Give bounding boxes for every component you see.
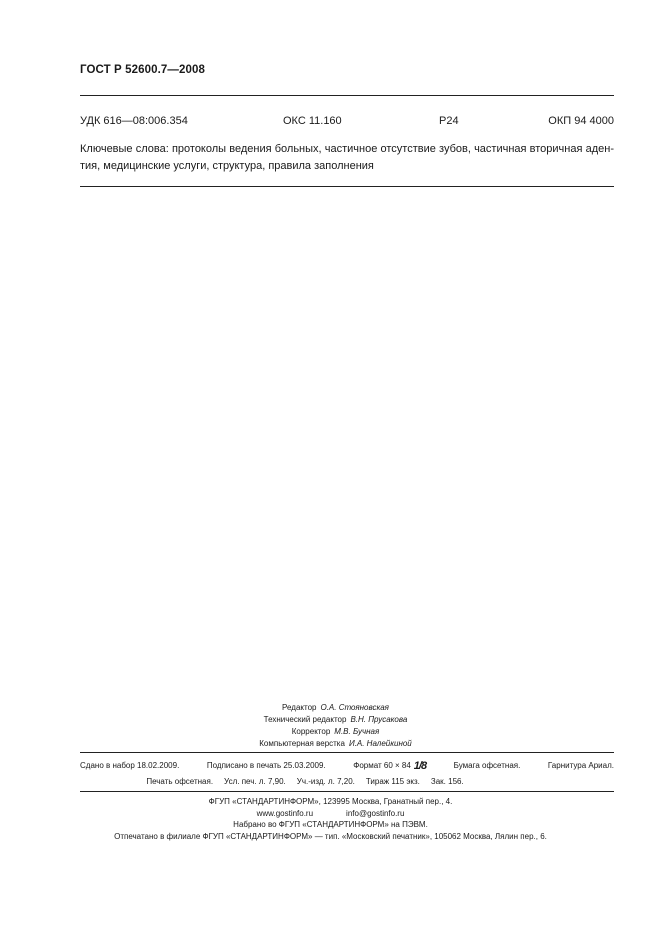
oks-code: ОКС 11.160 (283, 115, 342, 127)
print-info-row-1 (80, 758, 614, 774)
classification-row (80, 115, 614, 131)
order-number: Зак. 156. (430, 777, 464, 786)
staff-proofreader (0, 726, 661, 738)
paper-format: Формат 60 × 84 1/8 (353, 760, 427, 772)
udk-code: УДК 616—08:006.354 (80, 115, 188, 127)
staff-role: Корректор (291, 727, 331, 736)
staff-layout (0, 738, 661, 750)
staff-role: Технический редактор (263, 715, 347, 724)
editorial-staff (0, 702, 661, 750)
paper-type: Бумага офсетная. (453, 761, 521, 770)
typeface: Гарнитура Ариал. (547, 761, 614, 770)
publisher-email[interactable]: info@gostinfo.ru (346, 808, 405, 818)
keywords-line-2: тия, медицинские услуги, структура, правила заполнения (80, 160, 374, 172)
format-fraction: 1/8 (413, 760, 427, 772)
print-sheets: Усл. печ. л. 7,90. (224, 777, 286, 786)
typeset-note: Набрано во ФГУП «СТАНДАРТИНФОРМ» на ПЭВМ. (233, 820, 428, 829)
print-info (80, 758, 614, 790)
staff-rule (80, 752, 614, 753)
staff-name: М.В. Бучная (334, 727, 380, 736)
printing-method: Печать офсетная. (146, 777, 214, 786)
staff-role: Компьютерная верстка (259, 739, 345, 748)
print-info-rule (80, 791, 614, 792)
printed-note: Отпечатано в филиале ФГУП «СТАНДАРТИНФОРМ» — тип. «Московский печатник», 105062 Москва, Лялин пер., 6. (114, 831, 547, 841)
staff-role: Редактор (282, 703, 317, 712)
staff-name: О.А. Стояновская (320, 703, 389, 712)
publisher-info (0, 796, 661, 842)
keywords-rule (80, 186, 614, 187)
set-date: Сдано в набор 18.02.2009. (80, 761, 180, 770)
keywords-line-1: Ключевые слова: протоколы ведения больных, частичное отсутствие зубов, частичная вторичная аден- (80, 143, 614, 155)
staff-name: И.А. Налейкиной (348, 739, 412, 748)
publisher-website[interactable]: www.gostinfo.ru (256, 808, 314, 818)
circulation: Тираж 115 экз. (365, 777, 420, 786)
okp-code: ОКП 94 4000 (548, 115, 614, 127)
print-info-row-2 (80, 774, 614, 790)
document-id: ГОСТ Р 52600.7—2008 (80, 64, 205, 76)
staff-name: В.Н. Прусакова (350, 715, 408, 724)
category-code: Р24 (439, 115, 459, 127)
staff-tech-editor (0, 714, 661, 726)
staff-editor (0, 702, 661, 714)
publisher-address: ФГУП «СТАНДАРТИНФОРМ», 123995 Москва, Гранатный пер., 4. (208, 797, 453, 806)
publisher-contacts (0, 808, 661, 820)
signed-date: Подписано в печать 25.03.2009. (206, 761, 326, 770)
publishing-sheets: Уч.-изд. л. 7,20. (296, 777, 355, 786)
top-rule (80, 95, 614, 96)
keywords-block (80, 141, 614, 175)
